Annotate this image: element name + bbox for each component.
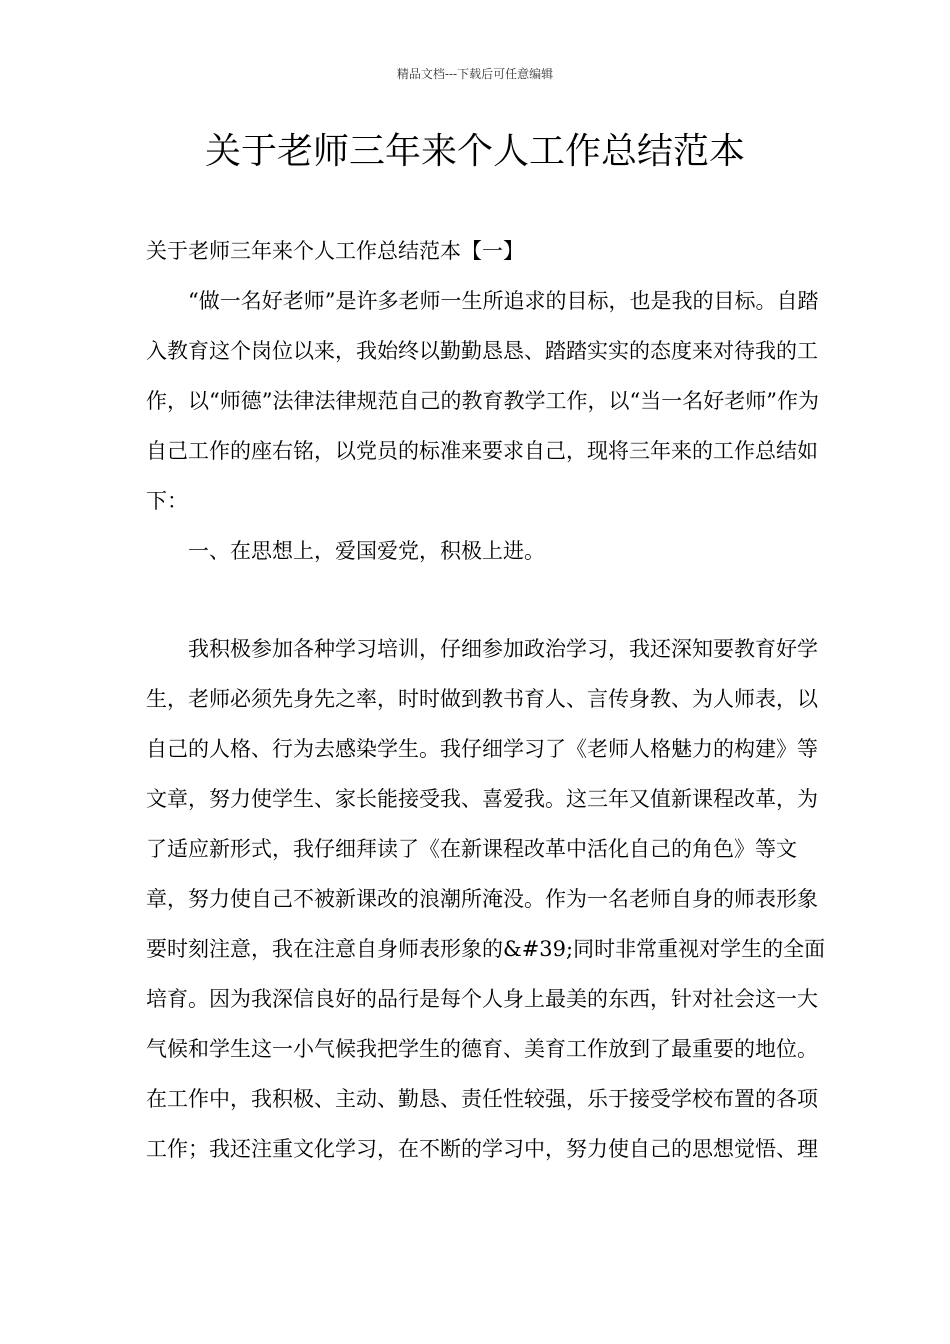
document-title: 关于老师三年来个人工作总结范本 xyxy=(204,131,745,172)
document-subtitle: 关于老师三年来个人工作总结范本【一】 xyxy=(146,239,524,263)
document-body-section-1 xyxy=(146,226,826,576)
paragraph-thought: 我积极参加各种学习培训，仔细参加政治学习，我还深知要教育好学生，老师必须先身先之率，时时做到教书育人、言传身教、为人师表，以自己的人格、行为去感染学生。我仔细学习了《老师人格魅力的构建》等文章，努力使学生、家长能接受我、喜爱我。这三年又值新课程改革，为了适应新形式，我仔细拜读了《在新课程改革中活化自己的角色》等文章，努力使自己不被新课改的浪潮所淹没。作为一名老师自身的师表形象要时刻注意，我在注意自身师表形象的&#39;同时非常重视对学生的全面培育。因为我深信良好的品行是每个人身上最美的东西，针对社会这一大气候和学生这一小气候我把学生的德育、美育工作放到了最重要的地位。在工作中，我积极、主动、勤恳、责任性较强，乐于接受学校布置的各项工作；我还注重文化学习，在不断的学习中，努力使自己的思想觉悟、理 xyxy=(146,637,826,1161)
paragraph-intro: “做一名好老师”是许多老师一生所追求的目标，也是我的目标。自踏入教育这个岗位以来，我始终以勤勤恳恳、踏踏实实的态度来对待我的工作，以“师德”法律法律规范自己的教育教学工作，以“当一名好老师”作为自己工作的座右铭，以党员的标准来要求自己，现将三年来的工作总结如下： xyxy=(146,289,819,513)
section-heading-1: 一、在思想上，爱国爱党，积极上进。 xyxy=(188,539,545,563)
document-body-section-2 xyxy=(146,624,826,1174)
header-note: 精品文档---下载后可任意编辑 xyxy=(396,67,554,81)
